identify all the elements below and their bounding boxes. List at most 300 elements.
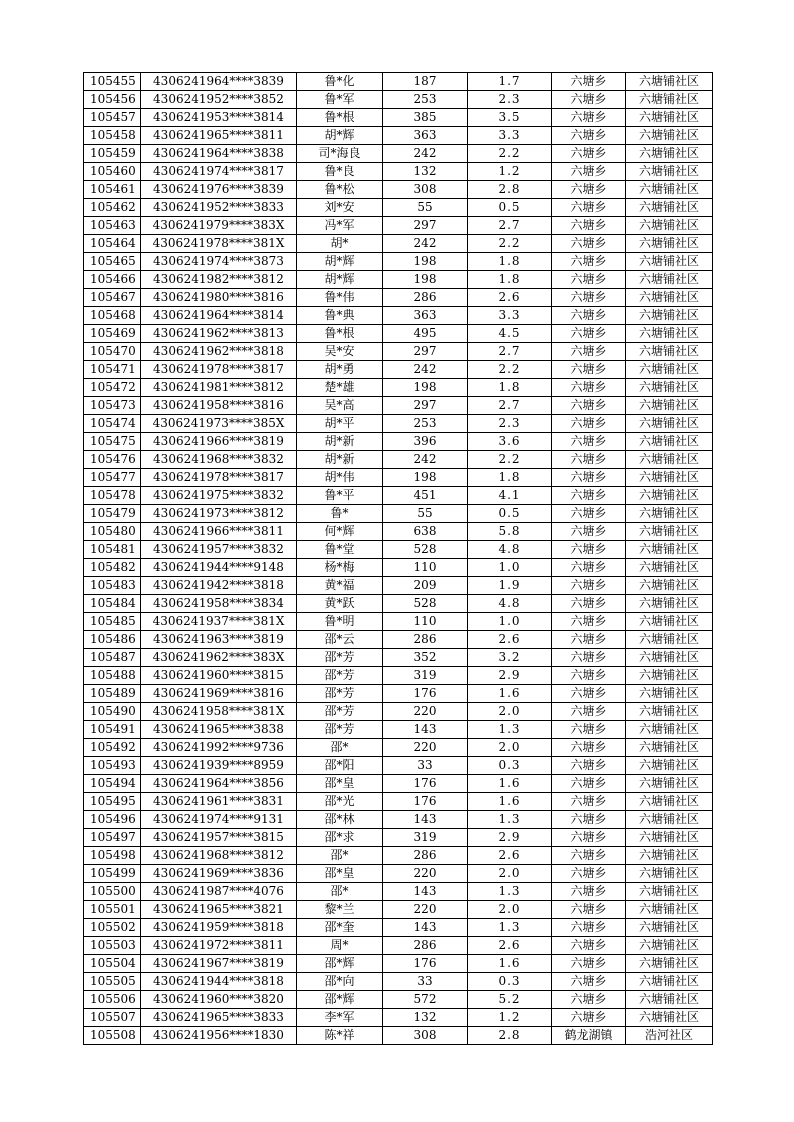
cell-name: 邵*芳 <box>297 721 383 739</box>
cell-area: 2.6 <box>468 937 552 955</box>
cell-id-number: 4306241965****3833 <box>141 1009 297 1027</box>
cell-community: 六塘铺社区 <box>626 577 713 595</box>
cell-record-no: 105458 <box>84 127 141 145</box>
cell-community: 六塘铺社区 <box>626 649 713 667</box>
cell-community: 六塘铺社区 <box>626 289 713 307</box>
cell-amount: 242 <box>383 145 468 163</box>
table-row <box>84 955 713 973</box>
cell-area: 1.3 <box>468 883 552 901</box>
cell-community: 六塘铺社区 <box>626 955 713 973</box>
cell-name: 鲁*平 <box>297 487 383 505</box>
cell-name: 胡* <box>297 235 383 253</box>
table-row <box>84 685 713 703</box>
cell-township: 六塘乡 <box>552 811 626 829</box>
cell-community: 六塘铺社区 <box>626 469 713 487</box>
cell-name: 李*军 <box>297 1009 383 1027</box>
cell-name: 胡*平 <box>297 415 383 433</box>
cell-area: 2.7 <box>468 397 552 415</box>
table-row <box>84 307 713 325</box>
cell-id-number: 4306241953****3814 <box>141 109 297 127</box>
cell-name: 邵*芳 <box>297 649 383 667</box>
cell-record-no: 105464 <box>84 235 141 253</box>
cell-area: 2.2 <box>468 451 552 469</box>
table-row <box>84 379 713 397</box>
cell-record-no: 105475 <box>84 433 141 451</box>
cell-amount: 143 <box>383 811 468 829</box>
cell-id-number: 4306241956****1830 <box>141 1027 297 1045</box>
cell-area: 2.6 <box>468 631 552 649</box>
cell-id-number: 4306241965****3811 <box>141 127 297 145</box>
cell-record-no: 105507 <box>84 1009 141 1027</box>
cell-township: 六塘乡 <box>552 649 626 667</box>
cell-name: 楚*雄 <box>297 379 383 397</box>
cell-community: 六塘铺社区 <box>626 379 713 397</box>
cell-township: 六塘乡 <box>552 415 626 433</box>
cell-name: 鲁*化 <box>297 73 383 91</box>
table-row <box>84 397 713 415</box>
cell-township: 六塘乡 <box>552 127 626 145</box>
cell-township: 六塘乡 <box>552 667 626 685</box>
table-row <box>84 865 713 883</box>
table-row <box>84 919 713 937</box>
cell-name: 邵*辉 <box>297 955 383 973</box>
cell-record-no: 105499 <box>84 865 141 883</box>
cell-township: 六塘乡 <box>552 199 626 217</box>
cell-record-no: 105489 <box>84 685 141 703</box>
table-row <box>84 361 713 379</box>
cell-township: 六塘乡 <box>552 847 626 865</box>
cell-id-number: 4306241965****3838 <box>141 721 297 739</box>
cell-amount: 220 <box>383 901 468 919</box>
cell-name: 邵*向 <box>297 973 383 991</box>
cell-township: 六塘乡 <box>552 271 626 289</box>
cell-amount: 143 <box>383 919 468 937</box>
cell-id-number: 4306241962****3818 <box>141 343 297 361</box>
cell-area: 1.6 <box>468 955 552 973</box>
cell-amount: 176 <box>383 793 468 811</box>
cell-record-no: 105506 <box>84 991 141 1009</box>
cell-community: 六塘铺社区 <box>626 451 713 469</box>
cell-record-no: 105500 <box>84 883 141 901</box>
cell-amount: 242 <box>383 361 468 379</box>
cell-community: 六塘铺社区 <box>626 217 713 235</box>
cell-community: 六塘铺社区 <box>626 73 713 91</box>
cell-community: 六塘铺社区 <box>626 865 713 883</box>
cell-amount: 286 <box>383 847 468 865</box>
cell-area: 2.6 <box>468 289 552 307</box>
cell-name: 邵*奎 <box>297 919 383 937</box>
cell-name: 鲁*根 <box>297 325 383 343</box>
table-row <box>84 163 713 181</box>
cell-area: 1.6 <box>468 775 552 793</box>
cell-community: 六塘铺社区 <box>626 127 713 145</box>
table-row <box>84 289 713 307</box>
cell-community: 六塘铺社区 <box>626 145 713 163</box>
cell-community: 六塘铺社区 <box>626 811 713 829</box>
table-row <box>84 991 713 1009</box>
cell-community: 六塘铺社区 <box>626 253 713 271</box>
cell-community: 六塘铺社区 <box>626 415 713 433</box>
cell-township: 六塘乡 <box>552 703 626 721</box>
table-row <box>84 559 713 577</box>
table-row <box>84 829 713 847</box>
cell-area: 5.2 <box>468 991 552 1009</box>
cell-name: 邵*芳 <box>297 685 383 703</box>
cell-name: 鲁*军 <box>297 91 383 109</box>
cell-id-number: 4306241952****3833 <box>141 199 297 217</box>
cell-id-number: 4306241975****3832 <box>141 487 297 505</box>
cell-amount: 242 <box>383 451 468 469</box>
cell-id-number: 4306241962****383X <box>141 649 297 667</box>
cell-name: 黎*兰 <box>297 901 383 919</box>
cell-community: 六塘铺社区 <box>626 613 713 631</box>
cell-amount: 528 <box>383 541 468 559</box>
cell-id-number: 4306241957****3815 <box>141 829 297 847</box>
cell-area: 2.2 <box>468 235 552 253</box>
cell-community: 六塘铺社区 <box>626 109 713 127</box>
cell-amount: 242 <box>383 235 468 253</box>
cell-amount: 110 <box>383 559 468 577</box>
cell-township: 六塘乡 <box>552 739 626 757</box>
cell-record-no: 105502 <box>84 919 141 937</box>
cell-township: 六塘乡 <box>552 289 626 307</box>
cell-township: 六塘乡 <box>552 541 626 559</box>
cell-area: 2.2 <box>468 361 552 379</box>
cell-community: 六塘铺社区 <box>626 271 713 289</box>
cell-community: 六塘铺社区 <box>626 343 713 361</box>
cell-township: 六塘乡 <box>552 775 626 793</box>
cell-name: 邵*皇 <box>297 775 383 793</box>
cell-id-number: 4306241973****385X <box>141 415 297 433</box>
cell-record-no: 105481 <box>84 541 141 559</box>
cell-name: 冯*军 <box>297 217 383 235</box>
cell-community: 六塘铺社区 <box>626 487 713 505</box>
cell-id-number: 4306241958****3834 <box>141 595 297 613</box>
cell-id-number: 4306241979****383X <box>141 217 297 235</box>
cell-name: 吴*安 <box>297 343 383 361</box>
cell-id-number: 4306241952****3852 <box>141 91 297 109</box>
cell-township: 六塘乡 <box>552 181 626 199</box>
table-row <box>84 901 713 919</box>
cell-amount: 110 <box>383 613 468 631</box>
cell-area: 3.2 <box>468 649 552 667</box>
cell-township: 六塘乡 <box>552 595 626 613</box>
cell-amount: 198 <box>383 469 468 487</box>
cell-township: 六塘乡 <box>552 991 626 1009</box>
cell-name: 陈*祥 <box>297 1027 383 1045</box>
cell-name: 鲁*松 <box>297 181 383 199</box>
table-row <box>84 775 713 793</box>
cell-record-no: 105469 <box>84 325 141 343</box>
cell-record-no: 105492 <box>84 739 141 757</box>
cell-amount: 451 <box>383 487 468 505</box>
cell-name: 司*海良 <box>297 145 383 163</box>
cell-amount: 572 <box>383 991 468 1009</box>
cell-community: 六塘铺社区 <box>626 91 713 109</box>
cell-name: 何*辉 <box>297 523 383 541</box>
cell-record-no: 105471 <box>84 361 141 379</box>
cell-amount: 352 <box>383 649 468 667</box>
cell-name: 黄*福 <box>297 577 383 595</box>
cell-area: 2.9 <box>468 667 552 685</box>
cell-community: 六塘铺社区 <box>626 919 713 937</box>
cell-area: 1.9 <box>468 577 552 595</box>
cell-area: 3.3 <box>468 307 552 325</box>
cell-amount: 55 <box>383 505 468 523</box>
cell-id-number: 4306241978****3817 <box>141 469 297 487</box>
cell-community: 六塘铺社区 <box>626 901 713 919</box>
cell-community: 六塘铺社区 <box>626 325 713 343</box>
cell-community: 六塘铺社区 <box>626 721 713 739</box>
table-row <box>84 667 713 685</box>
cell-id-number: 4306241976****3839 <box>141 181 297 199</box>
cell-id-number: 4306241959****3818 <box>141 919 297 937</box>
cell-name: 邵*芳 <box>297 667 383 685</box>
cell-record-no: 105503 <box>84 937 141 955</box>
cell-record-no: 105486 <box>84 631 141 649</box>
cell-township: 六塘乡 <box>552 325 626 343</box>
cell-record-no: 105460 <box>84 163 141 181</box>
cell-amount: 385 <box>383 109 468 127</box>
cell-area: 2.9 <box>468 829 552 847</box>
cell-amount: 132 <box>383 163 468 181</box>
cell-amount: 55 <box>383 199 468 217</box>
cell-township: 六塘乡 <box>552 451 626 469</box>
cell-amount: 495 <box>383 325 468 343</box>
cell-amount: 286 <box>383 937 468 955</box>
table-row <box>84 883 713 901</box>
cell-record-no: 105455 <box>84 73 141 91</box>
cell-township: 六塘乡 <box>552 397 626 415</box>
cell-record-no: 105505 <box>84 973 141 991</box>
cell-id-number: 4306241958****381X <box>141 703 297 721</box>
cell-amount: 308 <box>383 1027 468 1045</box>
cell-area: 1.3 <box>468 811 552 829</box>
cell-id-number: 4306241960****3820 <box>141 991 297 1009</box>
table-row <box>84 433 713 451</box>
cell-record-no: 105493 <box>84 757 141 775</box>
cell-record-no: 105470 <box>84 343 141 361</box>
cell-id-number: 4306241964****3838 <box>141 145 297 163</box>
cell-area: 1.6 <box>468 685 552 703</box>
cell-name: 刘*安 <box>297 199 383 217</box>
cell-record-no: 105477 <box>84 469 141 487</box>
cell-community: 六塘铺社区 <box>626 685 713 703</box>
cell-township: 六塘乡 <box>552 253 626 271</box>
cell-record-no: 105479 <box>84 505 141 523</box>
cell-township: 六塘乡 <box>552 433 626 451</box>
cell-record-no: 105466 <box>84 271 141 289</box>
cell-area: 2.8 <box>468 181 552 199</box>
record-table <box>83 72 713 1045</box>
cell-area: 1.8 <box>468 379 552 397</box>
cell-township: 六塘乡 <box>552 559 626 577</box>
table-row <box>84 937 713 955</box>
table-row <box>84 73 713 91</box>
cell-community: 六塘铺社区 <box>626 667 713 685</box>
cell-name: 鲁*堂 <box>297 541 383 559</box>
cell-name: 邵*云 <box>297 631 383 649</box>
cell-record-no: 105473 <box>84 397 141 415</box>
cell-amount: 253 <box>383 415 468 433</box>
cell-amount: 198 <box>383 271 468 289</box>
cell-amount: 220 <box>383 739 468 757</box>
cell-id-number: 4306241987****4076 <box>141 883 297 901</box>
cell-area: 4.1 <box>468 487 552 505</box>
table-row <box>84 235 713 253</box>
table-row <box>84 757 713 775</box>
cell-record-no: 105484 <box>84 595 141 613</box>
cell-amount: 297 <box>383 397 468 415</box>
table-row <box>84 199 713 217</box>
cell-amount: 297 <box>383 217 468 235</box>
cell-area: 3.3 <box>468 127 552 145</box>
cell-name: 鲁*典 <box>297 307 383 325</box>
table-row <box>84 703 713 721</box>
cell-id-number: 4306241978****381X <box>141 235 297 253</box>
cell-community: 六塘铺社区 <box>626 973 713 991</box>
cell-record-no: 105482 <box>84 559 141 577</box>
cell-area: 1.8 <box>468 253 552 271</box>
cell-record-no: 105487 <box>84 649 141 667</box>
cell-record-no: 105467 <box>84 289 141 307</box>
cell-area: 1.0 <box>468 559 552 577</box>
cell-id-number: 4306241992****9736 <box>141 739 297 757</box>
cell-name: 周* <box>297 937 383 955</box>
cell-record-no: 105501 <box>84 901 141 919</box>
cell-area: 4.8 <box>468 595 552 613</box>
cell-township: 六塘乡 <box>552 883 626 901</box>
cell-name: 杨*梅 <box>297 559 383 577</box>
cell-amount: 132 <box>383 1009 468 1027</box>
cell-community: 六塘铺社区 <box>626 541 713 559</box>
cell-id-number: 4306241973****3812 <box>141 505 297 523</box>
cell-amount: 176 <box>383 775 468 793</box>
cell-township: 六塘乡 <box>552 1009 626 1027</box>
cell-record-no: 105468 <box>84 307 141 325</box>
cell-amount: 33 <box>383 973 468 991</box>
cell-area: 2.6 <box>468 847 552 865</box>
cell-area: 1.7 <box>468 73 552 91</box>
cell-area: 2.7 <box>468 217 552 235</box>
table-row <box>84 145 713 163</box>
cell-name: 邵*求 <box>297 829 383 847</box>
cell-name: 鲁*根 <box>297 109 383 127</box>
cell-amount: 319 <box>383 667 468 685</box>
cell-name: 吴*高 <box>297 397 383 415</box>
cell-area: 1.8 <box>468 469 552 487</box>
cell-township: 六塘乡 <box>552 505 626 523</box>
table-row <box>84 109 713 127</box>
cell-amount: 638 <box>383 523 468 541</box>
table-row <box>84 127 713 145</box>
cell-record-no: 105463 <box>84 217 141 235</box>
cell-amount: 209 <box>383 577 468 595</box>
cell-community: 六塘铺社区 <box>626 883 713 901</box>
cell-township: 六塘乡 <box>552 145 626 163</box>
cell-id-number: 4306241982****3812 <box>141 271 297 289</box>
cell-area: 2.8 <box>468 1027 552 1045</box>
cell-community: 六塘铺社区 <box>626 739 713 757</box>
cell-area: 0.3 <box>468 757 552 775</box>
cell-community: 六塘铺社区 <box>626 847 713 865</box>
cell-area: 3.5 <box>468 109 552 127</box>
cell-name: 邵* <box>297 883 383 901</box>
cell-community: 六塘铺社区 <box>626 991 713 1009</box>
cell-township: 六塘乡 <box>552 757 626 775</box>
cell-record-no: 105472 <box>84 379 141 397</box>
cell-area: 3.6 <box>468 433 552 451</box>
cell-record-no: 105474 <box>84 415 141 433</box>
cell-community: 六塘铺社区 <box>626 775 713 793</box>
cell-id-number: 4306241942****3818 <box>141 577 297 595</box>
cell-area: 1.6 <box>468 793 552 811</box>
cell-area: 1.2 <box>468 163 552 181</box>
cell-community: 六塘铺社区 <box>626 559 713 577</box>
cell-community: 六塘铺社区 <box>626 595 713 613</box>
cell-community: 六塘铺社区 <box>626 397 713 415</box>
cell-area: 1.8 <box>468 271 552 289</box>
cell-name: 邵*芳 <box>297 703 383 721</box>
cell-community: 六塘铺社区 <box>626 937 713 955</box>
cell-area: 0.5 <box>468 199 552 217</box>
cell-name: 鲁*良 <box>297 163 383 181</box>
table-row <box>84 973 713 991</box>
cell-record-no: 105456 <box>84 91 141 109</box>
cell-community: 六塘铺社区 <box>626 235 713 253</box>
table-row <box>84 1009 713 1027</box>
cell-name: 鲁*明 <box>297 613 383 631</box>
table-row <box>84 847 713 865</box>
cell-township: 六塘乡 <box>552 577 626 595</box>
record-table-body <box>84 73 713 1045</box>
cell-area: 1.3 <box>468 721 552 739</box>
cell-community: 六塘铺社区 <box>626 163 713 181</box>
cell-community: 六塘铺社区 <box>626 433 713 451</box>
cell-id-number: 4306241966****3819 <box>141 433 297 451</box>
cell-name: 胡*新 <box>297 451 383 469</box>
cell-amount: 176 <box>383 955 468 973</box>
cell-area: 1.0 <box>468 613 552 631</box>
cell-name: 胡*辉 <box>297 271 383 289</box>
cell-id-number: 4306241962****3813 <box>141 325 297 343</box>
cell-township: 六塘乡 <box>552 919 626 937</box>
cell-name: 邵* <box>297 847 383 865</box>
table-row <box>84 253 713 271</box>
table-row <box>84 541 713 559</box>
cell-record-no: 105461 <box>84 181 141 199</box>
cell-area: 2.3 <box>468 91 552 109</box>
cell-township: 六塘乡 <box>552 631 626 649</box>
cell-id-number: 4306241939****8959 <box>141 757 297 775</box>
cell-amount: 286 <box>383 289 468 307</box>
cell-amount: 363 <box>383 307 468 325</box>
table-row <box>84 325 713 343</box>
cell-id-number: 4306241944****3818 <box>141 973 297 991</box>
table-row <box>84 415 713 433</box>
cell-record-no: 105494 <box>84 775 141 793</box>
cell-area: 1.3 <box>468 919 552 937</box>
cell-amount: 220 <box>383 865 468 883</box>
cell-name: 鲁* <box>297 505 383 523</box>
cell-township: 六塘乡 <box>552 343 626 361</box>
cell-name: 胡*新 <box>297 433 383 451</box>
cell-township: 六塘乡 <box>552 613 626 631</box>
cell-id-number: 4306241964****3814 <box>141 307 297 325</box>
cell-area: 2.0 <box>468 901 552 919</box>
cell-id-number: 4306241944****9148 <box>141 559 297 577</box>
cell-amount: 220 <box>383 703 468 721</box>
